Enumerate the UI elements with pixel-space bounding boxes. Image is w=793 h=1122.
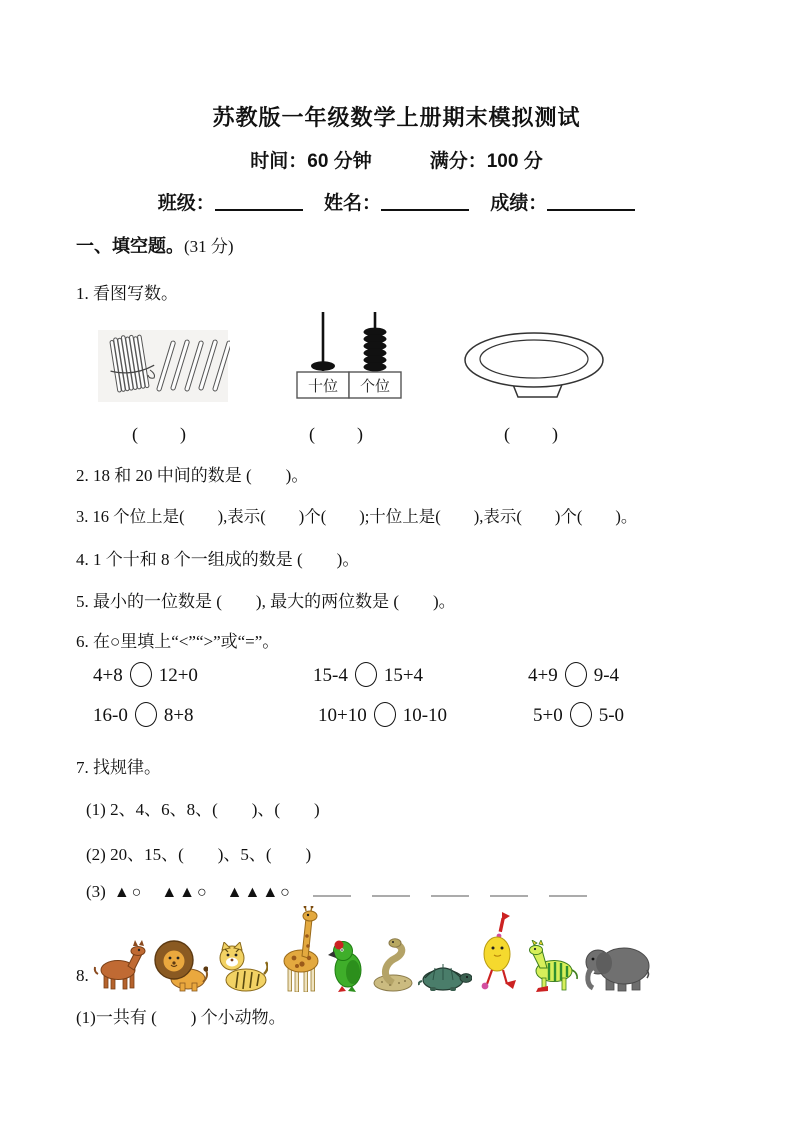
question-5: 5. 最小的一位数是 ( ), 最大的两位数是 ( )。 bbox=[76, 592, 456, 611]
question-8-number: 8. bbox=[76, 966, 89, 985]
bird-icon bbox=[476, 912, 520, 992]
zebra-icon bbox=[524, 940, 580, 992]
ones-beads bbox=[364, 328, 387, 372]
q7-3-label: (3) bbox=[86, 882, 106, 901]
pattern-blank bbox=[313, 883, 351, 897]
comparison-circle bbox=[135, 702, 157, 727]
question-2: 2. 18 和 20 中间的数是 ( )。 bbox=[76, 466, 309, 485]
question-7: 7. 找规律。 bbox=[76, 758, 161, 777]
ones-place-label: 个位 bbox=[359, 378, 391, 395]
snake-icon bbox=[372, 936, 414, 992]
tens-bead bbox=[311, 361, 335, 371]
student-fields-line bbox=[0, 188, 793, 215]
animal-row bbox=[92, 902, 654, 992]
comparison-circle bbox=[570, 702, 592, 727]
sticks-picture bbox=[98, 326, 230, 406]
class-label: 班级： bbox=[157, 193, 215, 214]
pattern-blank bbox=[372, 883, 410, 897]
question-3: 3. 16 个位上是( ),表示( )个( );十位上是( ),表示( )个( )。 bbox=[76, 507, 638, 526]
exam-full-score: 满分：100 分 bbox=[429, 151, 543, 172]
question-7-3 bbox=[86, 879, 587, 902]
exam-time: 时间：60 分钟 bbox=[250, 151, 372, 172]
section-one-points: (31 分) bbox=[184, 237, 234, 256]
comparison-item bbox=[533, 702, 624, 727]
question-6: 6. 在○里填上“<”“>”或“=”。 bbox=[76, 632, 280, 651]
turtle-icon bbox=[418, 956, 472, 992]
question-4: 4. 1 个十和 8 个一组成的数是 ( )。 bbox=[76, 550, 360, 569]
comparison-item bbox=[93, 702, 194, 727]
left-expression: 4+8 bbox=[93, 665, 123, 686]
lion-icon bbox=[150, 936, 208, 992]
left-expression: 16-0 bbox=[93, 705, 128, 726]
question-7-1: (1) 2、4、6、8、( )、( ) bbox=[86, 800, 320, 819]
abacus-picture bbox=[293, 310, 405, 402]
elephant-icon bbox=[584, 938, 650, 992]
comparison-circle bbox=[565, 662, 587, 687]
comparison-circle bbox=[355, 662, 377, 687]
left-expression: 15-4 bbox=[313, 665, 348, 686]
section-one-title: 一、填空题。 bbox=[76, 236, 184, 256]
comparison-item bbox=[313, 662, 423, 687]
horse-icon bbox=[92, 940, 146, 992]
score-label: 成绩： bbox=[490, 193, 548, 214]
right-expression: 10-10 bbox=[402, 705, 448, 726]
comparison-item bbox=[528, 662, 619, 687]
comparison-item bbox=[93, 662, 198, 687]
right-expression: 15+4 bbox=[383, 665, 424, 686]
tens-place-label: 十位 bbox=[307, 378, 339, 395]
comparison-item bbox=[318, 702, 447, 727]
left-expression: 4+9 bbox=[528, 665, 558, 686]
answer-blank: ( ) bbox=[309, 424, 365, 444]
score-blank bbox=[547, 193, 635, 211]
exam-info-line bbox=[0, 146, 793, 173]
plate-picture bbox=[460, 330, 608, 404]
name-blank bbox=[381, 193, 469, 211]
section-one-heading bbox=[76, 232, 234, 258]
name-label: 姓名： bbox=[323, 193, 381, 214]
page-title: 苏教版一年级数学上册期末模拟测试 bbox=[212, 105, 581, 130]
comparison-circle bbox=[374, 702, 396, 727]
pattern-blank bbox=[549, 883, 587, 897]
question-1: 1. 看图写数。 bbox=[76, 284, 178, 303]
answer-blank: ( ) bbox=[504, 424, 560, 444]
left-expression: 10+10 bbox=[318, 705, 367, 726]
tiger-icon bbox=[212, 942, 268, 992]
right-expression: 8+8 bbox=[163, 705, 194, 726]
pattern-blank bbox=[490, 883, 528, 897]
pattern-blank bbox=[431, 883, 469, 897]
triangle-circle-pattern: ▲○ ▲▲○ ▲▲▲○ bbox=[113, 884, 292, 901]
class-blank bbox=[215, 193, 303, 211]
right-expression: 12+0 bbox=[158, 665, 198, 686]
question-8-1: (1)一共有 ( ) 个小动物。 bbox=[76, 1008, 286, 1027]
parrot-icon bbox=[328, 938, 368, 992]
answer-blank: ( ) bbox=[132, 424, 188, 444]
question-7-2: (2) 20、15、( )、5、( ) bbox=[86, 845, 312, 864]
comparison-circle bbox=[130, 662, 152, 687]
left-expression: 5+0 bbox=[533, 705, 563, 726]
right-expression: 9-4 bbox=[593, 665, 620, 686]
right-expression: 5-0 bbox=[598, 705, 625, 726]
giraffe-icon bbox=[272, 906, 324, 992]
